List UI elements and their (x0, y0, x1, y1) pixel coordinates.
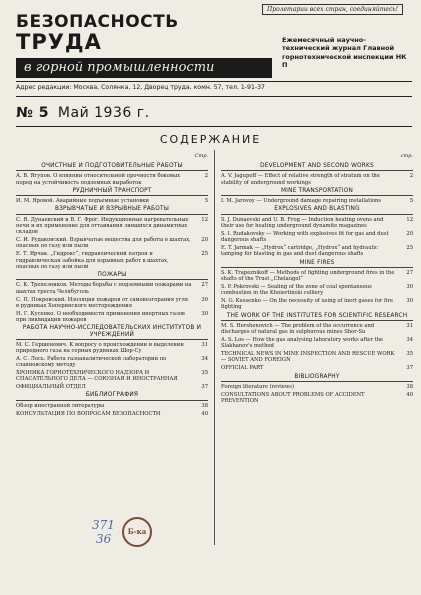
entry-title: ОФИЦИАЛЬНЫЙ ОТДЕЛ (16, 384, 86, 391)
entry-page-number: 20 (201, 237, 208, 244)
entry-page-number: 31 (201, 341, 208, 348)
en-contents-entry (221, 392, 413, 405)
contents-heading: СОДЕРЖАНИЕ (159, 133, 262, 146)
issue-rule (16, 126, 412, 127)
entry-page-number: 27 (406, 269, 413, 276)
motto: Пролетарии всех стран, соединяйтесь! (262, 4, 403, 15)
column-divider (214, 150, 215, 545)
entry-page-number: 20 (406, 230, 413, 237)
entry-title: S. P. Pokrovski — Sealing of the zone of coal spontaneous combustion in the Khoiertinski colliery (221, 283, 372, 297)
en-contents-entry (221, 337, 413, 350)
stamp-number-bottom: 36 (96, 532, 112, 546)
en-contents-entry (221, 351, 413, 364)
entry-title: I. M. Jarovoy — Underground damage repairing installations (221, 198, 382, 205)
entry-page-number: 40 (406, 391, 413, 398)
entry-page-number: 5 (409, 198, 413, 205)
ru-section-heading: ОЧИСТНЫЕ И ПОДГОТОВИТЕЛЬНЫЕ РАБОТЫ (16, 163, 208, 171)
entry-title: КОНСУЛЬТАЦИЯ ПО ВОПРОСАМ БЕЗОПАСНОСТИ (16, 410, 161, 417)
entry-title: E. T. Jarmak — „Hydrox“ cartridge, „Hydrox“ and hydraulic tamping for blasting in gas and dust dangerous shafts (221, 244, 378, 258)
en-section-heading: MINE TRANSPORTATION (221, 188, 413, 196)
ru-section-heading: ПОЖАРЫ (16, 272, 208, 280)
entry-title: А. С. Лось. Работа газоаналитической лаборатории по сланновскому методу (16, 355, 167, 369)
entry-title: С. Я. Дунаевский и В. Г. Фрог. Индукционные нагревательные печи и их применение для оттаивания зиншихся динамитных складов (16, 216, 189, 236)
entry-title: М. С. Гершенович. К вопросу о происхождении и выделении природного газа на серных рудниках Шор-Су (16, 341, 184, 355)
entry-title: S. I. Rudakovsky — Working with explosives fit for gas and dust dangerous shafts (221, 230, 389, 244)
entry-page-number: 38 (201, 402, 208, 409)
ru-contents-entry (16, 384, 208, 390)
en-contents-entry (221, 365, 413, 371)
entry-title: A. V. Jagupoff — Effect of relative strength of stratum on the stability of underground workings (221, 173, 380, 186)
entry-title: С. К. Трепезников. Методы борьбы с подземными пожарами на шахтах треста Челябуголь (16, 282, 192, 295)
en-contents-entry (221, 270, 413, 283)
editorial-address: Адрес редакции: Москва, Солянка, 12, Дворец труда, комн. 57, тел. 1-91-37 (16, 84, 265, 91)
stamp-oval: Б-ка (122, 517, 152, 547)
ru-contents-entry (16, 297, 208, 310)
entry-title: С. П. Покровский. Изоляция пожаров от самовозгорания угля в рудниках Хоперинского месторождения (16, 296, 189, 309)
entry-page-number: 34 (201, 355, 208, 362)
ru-section-heading: РАБОТА НАУЧНО-ИССЛЕДОВАТЕЛЬСКИХ ИНСТИТУТОВ И УЧРЕЖДЕНИЙ (16, 325, 208, 340)
journal-title-line2: ТРУДА (16, 30, 102, 54)
ru-contents-entry (16, 403, 208, 409)
entry-page-number: 37 (201, 384, 208, 391)
journal-subtitle-banner: в горной промышленности (16, 58, 272, 78)
en-contents-entry (221, 217, 413, 230)
ru-contents-entry (16, 342, 208, 355)
ru-section-heading: ВЗРЫВЧАТЫЕ И ВЗРЫВНЫЕ РАБОТЫ (16, 206, 208, 214)
ru-contents-entry (16, 173, 208, 186)
entry-page-number: 25 (201, 251, 208, 258)
entry-title: И. М. Яровой. Аварийные подъемные установки (16, 198, 149, 205)
entry-page-number: 40 (201, 410, 208, 417)
publisher-info: Ежемесячный научно-технический журнал Главной горнотехнической инспекции НК П (282, 36, 407, 69)
entry-title: S. K. Trapeznikoff — Methods of fighting underground fires in the shafts of the Trust „Chelaugol“ (221, 269, 395, 283)
entry-page-number: 12 (201, 216, 208, 223)
entry-title: OFFICIAL PART (221, 365, 264, 372)
entry-title: Е. Т. Ярчак. „Гидрокс“, гидравлический патрон и гидравлическая забойка для взрывных работ в шахтах, опасных по газу или пыли (16, 251, 169, 270)
entry-title: С. И. Рудаковский. Взрывчатые вещества для работы в шахтах, опасных по газу или пыли (16, 237, 191, 250)
entry-title: M. S. Hershenovich — The problem of the occurrence and discharges of natural gas in sulphurous mines Shor-Su (221, 322, 375, 336)
entry-title: TECHNICAL NEWS IN MINE INSPECTION AND RESCUE WORK — SOVIET AND FOREIGN (221, 351, 395, 364)
page-abbr-right: стр. (400, 153, 413, 159)
header-rule-top (16, 81, 412, 82)
ru-contents-entry (16, 198, 208, 204)
page-abbr-left: Стр. (194, 153, 208, 159)
issue-info (16, 105, 150, 121)
ru-contents-entry (16, 282, 208, 295)
ru-section-heading: РУДНИЧНЫЙ ТРАНСПОРТ (16, 188, 208, 196)
library-stamp (92, 519, 152, 545)
entry-page-number: 12 (406, 216, 413, 223)
en-contents-entry (221, 298, 413, 311)
en-section-heading: BIBLIOGRAPHY (221, 374, 413, 382)
entry-page-number: 35 (406, 351, 413, 358)
en-contents-entry (221, 323, 413, 336)
ru-section-heading: БИБЛИОГРАФИЯ (16, 392, 208, 400)
entry-page-number: 30 (406, 298, 413, 305)
en-contents-entry (221, 231, 413, 244)
ru-contents-entry (16, 356, 208, 369)
entry-page-number: 30 (406, 283, 413, 290)
en-section-heading: THE WORK OF THE INSTITUTES FOR SCIENTIFIC RESEARCH (221, 313, 413, 321)
entry-page-number: 34 (406, 337, 413, 344)
ru-contents-entry (16, 411, 208, 417)
issue-date: Май 1936 г. (57, 105, 150, 121)
header-rule-bottom (16, 96, 412, 97)
entry-page-number: 37 (406, 365, 413, 372)
entry-title: ХРОНИКА ГОРНОТЕХНИЧЕСКОГО НАДЗОРА И СПАСАТЕЛЬНОГО ДЕЛА — СОЮЗНАЯ И ИНОСТРАННАЯ (16, 370, 178, 383)
entry-title: S. J. Dunaevski and U. B. Frog — Induction heating ovens and their use for heating underground dynamite magazines (221, 216, 384, 230)
entry-page-number: 5 (204, 198, 208, 205)
stamp-number-top: 371 (92, 518, 115, 532)
entry-page-number: 27 (201, 282, 208, 289)
ru-contents-entry (16, 311, 208, 324)
en-contents-entry (221, 384, 413, 390)
entry-page-number: 31 (406, 322, 413, 329)
ru-contents-entry (16, 217, 208, 236)
journal-title-line1: БЕЗОПАСНОСТЬ (16, 12, 179, 32)
en-section-heading: EXPLOSIVES AND BLASTING (221, 206, 413, 214)
entry-page-number: 30 (201, 310, 208, 317)
en-contents-entry (221, 173, 413, 186)
entry-page-number: 2 (204, 173, 208, 180)
en-section-heading: MINE FIRES (221, 260, 413, 268)
en-contents-entry (221, 245, 413, 258)
ru-contents-entry (16, 237, 208, 250)
en-section-heading: DEVELOPMENT AND SECOND WORKS (221, 163, 413, 171)
ru-contents-entry (16, 370, 208, 383)
en-contents-entry (221, 284, 413, 297)
ru-contents-entry (16, 251, 208, 270)
entry-title: CONSULTATIONS ABOUT PROBLEMS OF ACCIDENT PREVENTION (221, 391, 365, 404)
entry-page-number: 35 (201, 370, 208, 377)
entry-title: N. G. Kussenko — On the necessity of using of inert gases for fire fighting (221, 298, 394, 311)
contents-russian-column (16, 153, 208, 418)
entry-title: Н. Г. Кусенко. О необходимости применения инертных газов при ликвидации пожаров (16, 310, 185, 323)
contents-english-column (221, 153, 413, 406)
entry-title: А. В. Ягупов. О влиянии относительной прочности боковых пород на устойчивость подземных выработок (16, 173, 181, 186)
entry-title: A. S. Los — How the gas analysing laboratory works after the Slakhanov's method (221, 337, 384, 350)
entry-title: Foreign literature (reviews) (221, 383, 294, 390)
entry-page-number: 25 (406, 244, 413, 251)
entry-title: Обзор иностранной литературы (16, 402, 105, 409)
issue-number: № 5 (16, 105, 49, 121)
entry-page-number: 38 (406, 383, 413, 390)
entry-page-number: 2 (409, 173, 413, 180)
entry-page-number: 30 (201, 296, 208, 303)
en-contents-entry (221, 198, 413, 204)
